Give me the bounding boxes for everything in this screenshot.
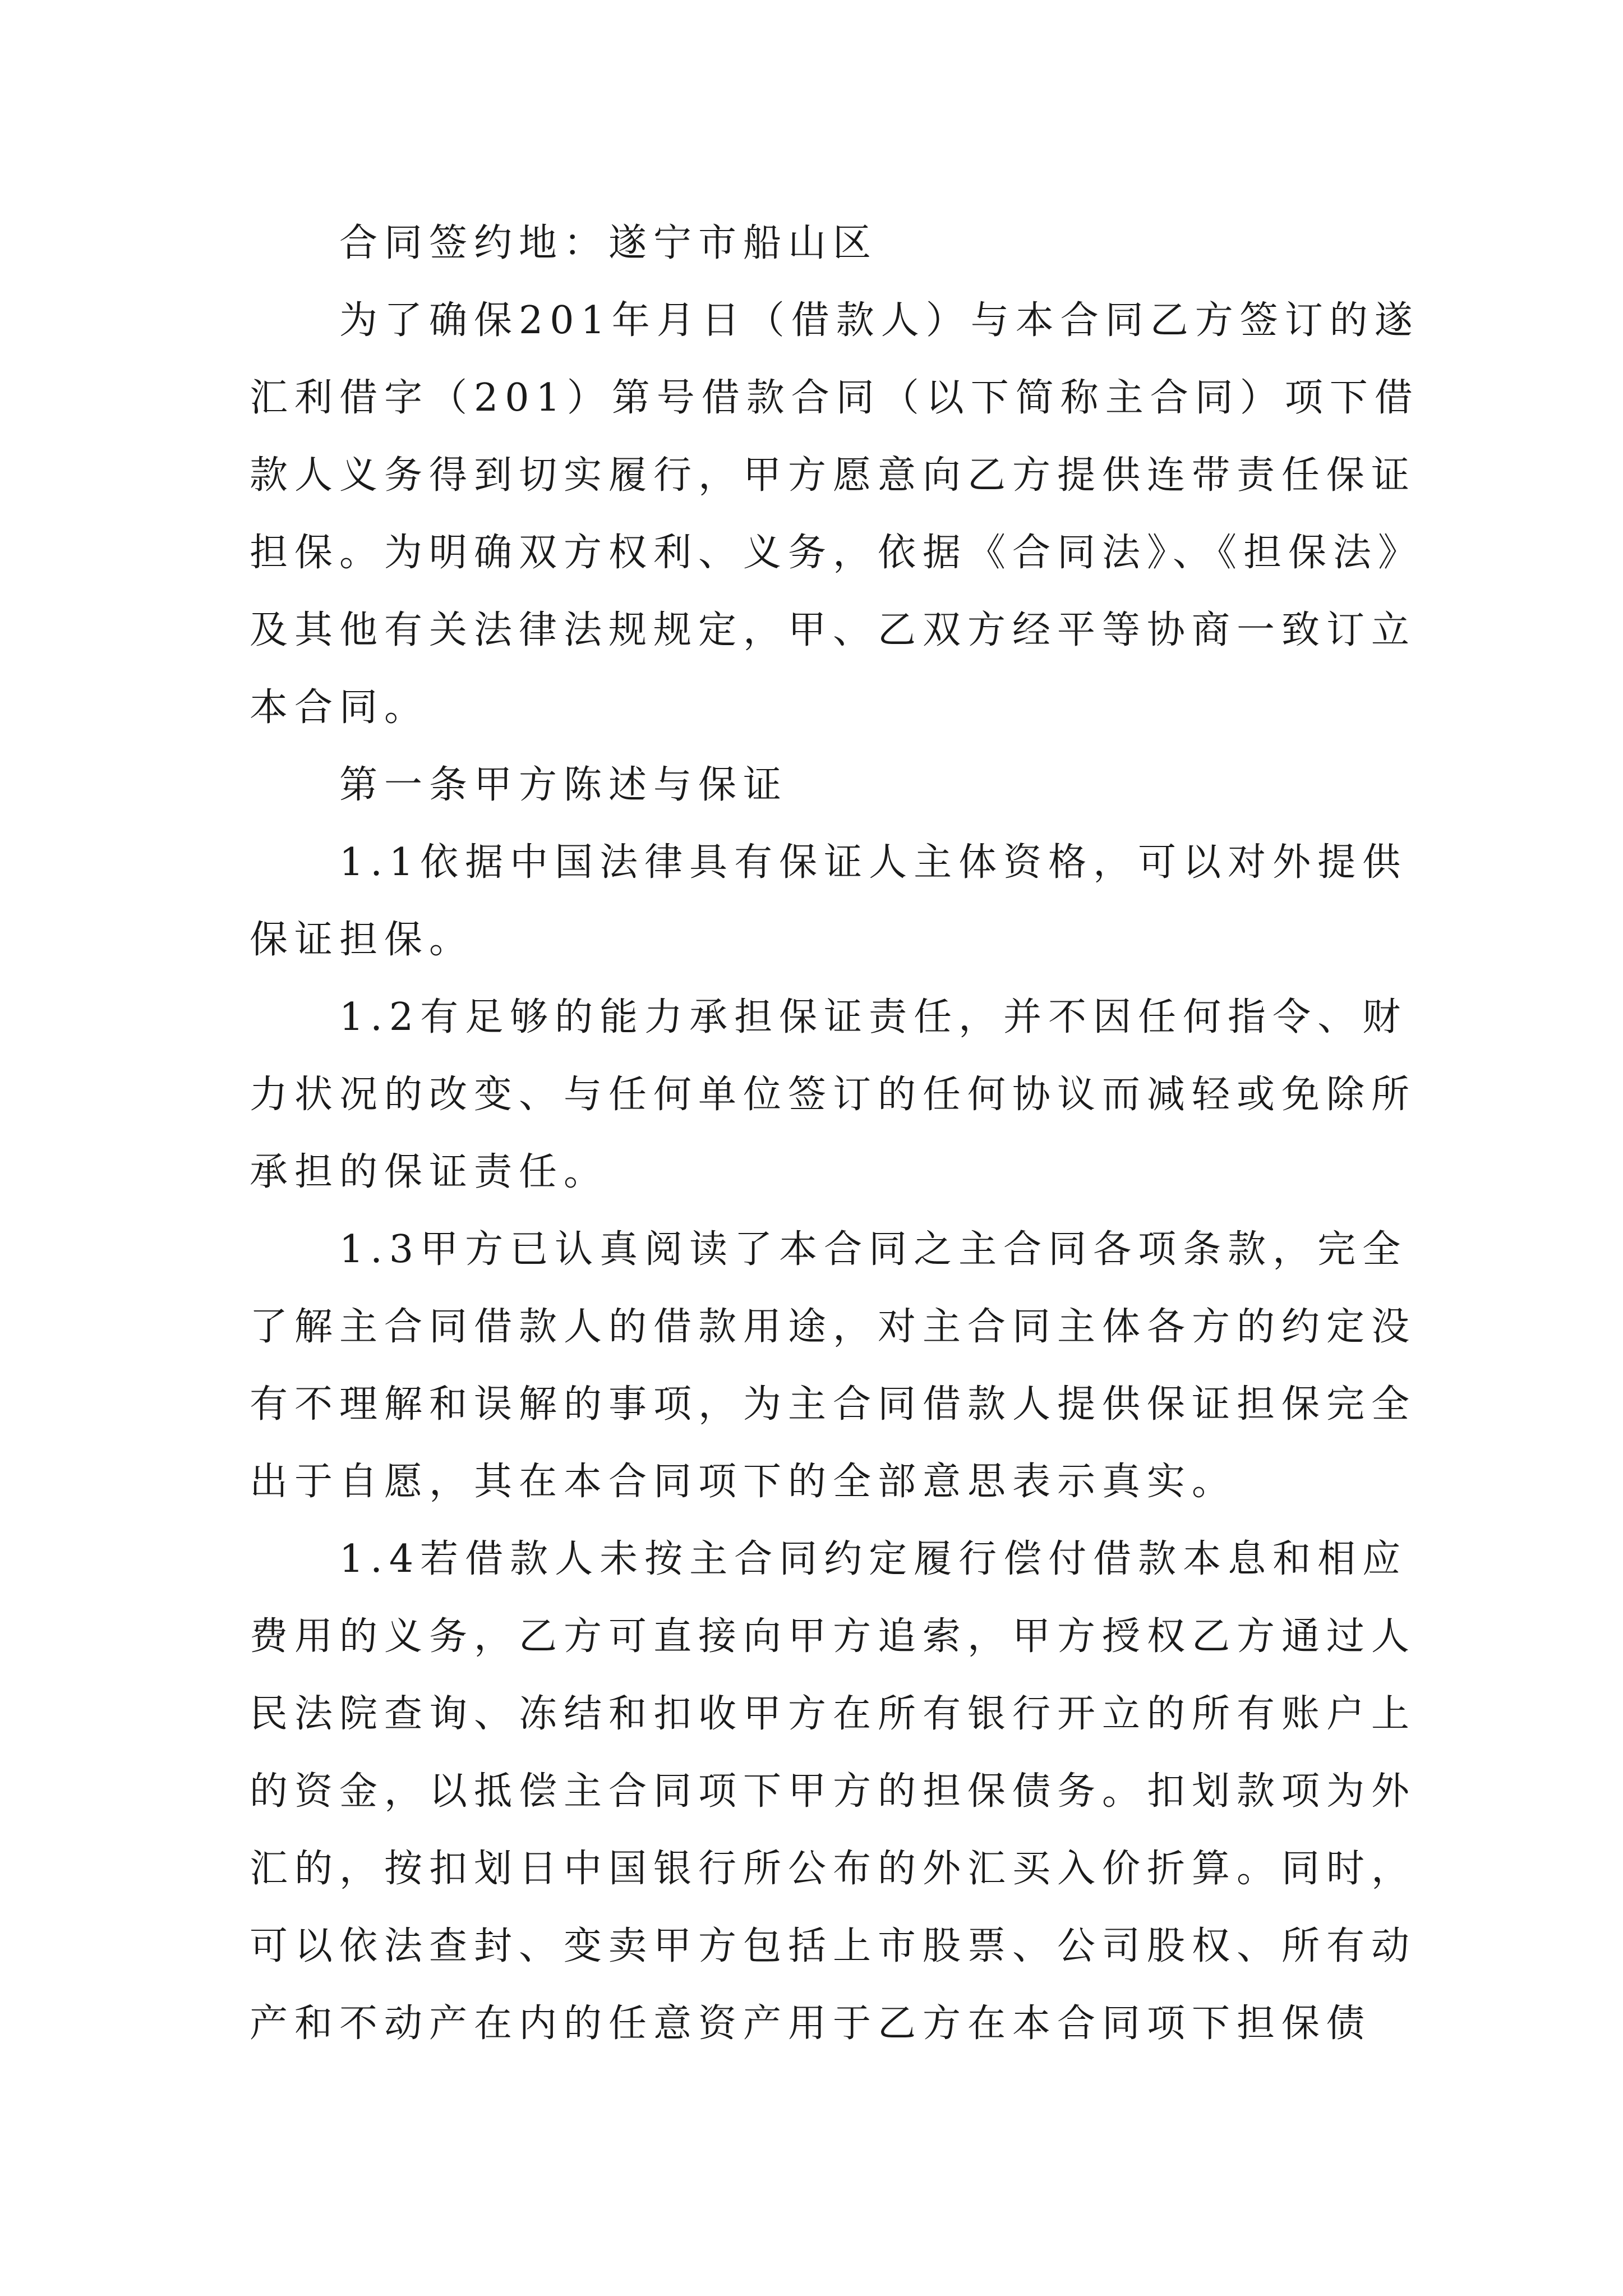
section-heading: 第一条甲方陈述与保证 xyxy=(339,763,789,807)
text-line: 出于自愿，其在本合同项下的全部意思表示真实。 xyxy=(250,1460,1237,1504)
text-line: 力状况的改变、与任何单位签订的任何协议而减轻或免除所 xyxy=(250,1073,1417,1117)
text-line: 汇利借字（201）第号借款合同（以下简称主合同）项下借 xyxy=(250,376,1419,420)
text-line: 有不理解和误解的事项，为主合同借款人提供保证担保完全 xyxy=(250,1382,1417,1427)
text-line: 为了确保201年月日（借款人）与本合同乙方签订的遂 xyxy=(339,298,1419,343)
text-line: 保证担保。 xyxy=(250,918,474,962)
text-line: 款人义务得到切实履行，甲方愿意向乙方提供连带责任保证 xyxy=(250,453,1417,498)
text-line: 1.3甲方已认真阅读了本合同之主合同各项条款，完全 xyxy=(339,1227,1408,1272)
text-line: 民法院查询、冻结和扣收甲方在所有银行开立的所有账户上 xyxy=(250,1692,1417,1736)
text-line: 可以依法查封、变卖甲方包括上市股票、公司股权、所有动 xyxy=(250,1924,1417,1968)
clause-1-1-paragraph xyxy=(250,824,1408,979)
text-line: 承担的保证责任。 xyxy=(250,1150,609,1194)
document-body xyxy=(250,205,1423,2063)
text-line: 1.4若借款人未按主合同约定履行偿付借款本息和相应 xyxy=(339,1537,1408,1581)
text-line: 本合同。 xyxy=(250,685,430,730)
text-line: 费用的义务，乙方可直接向甲方追索，甲方授权乙方通过人 xyxy=(250,1614,1417,1659)
text-line: 的资金，以抵偿主合同项下甲方的担保债务。扣划款项为外 xyxy=(250,1769,1417,1814)
signing-place-paragraph xyxy=(250,205,1394,282)
clause-1-3-paragraph xyxy=(250,1211,1417,1521)
text-line: 担保。为明确双方权利、义务，依据《合同法》、《担保法》 xyxy=(250,531,1423,575)
preamble-paragraph xyxy=(250,282,1423,747)
article-1-heading xyxy=(250,747,1394,824)
clause-1-2-paragraph xyxy=(250,979,1417,1211)
text-line: 产和不动产在内的任意资产用于乙方在本合同项下担保债 xyxy=(250,2001,1372,2046)
text-line: 合同签约地：遂宁市船山区 xyxy=(339,221,878,265)
clause-1-4-paragraph xyxy=(250,1521,1417,2063)
text-line: 1.1依据中国法律具有保证人主体资格，可以对外提供 xyxy=(339,840,1408,885)
text-line: 及其他有关法律法规规定，甲、乙双方经平等协商一致订立 xyxy=(250,608,1417,652)
text-line: 汇的，按扣划日中国银行所公布的外汇买入价折算。同时， xyxy=(250,1847,1417,1891)
text-line: 1.2有足够的能力承担保证责任，并不因任何指令、财 xyxy=(339,995,1408,1039)
text-line: 了解主合同借款人的借款用途，对主合同主体各方的约定没 xyxy=(250,1305,1417,1349)
